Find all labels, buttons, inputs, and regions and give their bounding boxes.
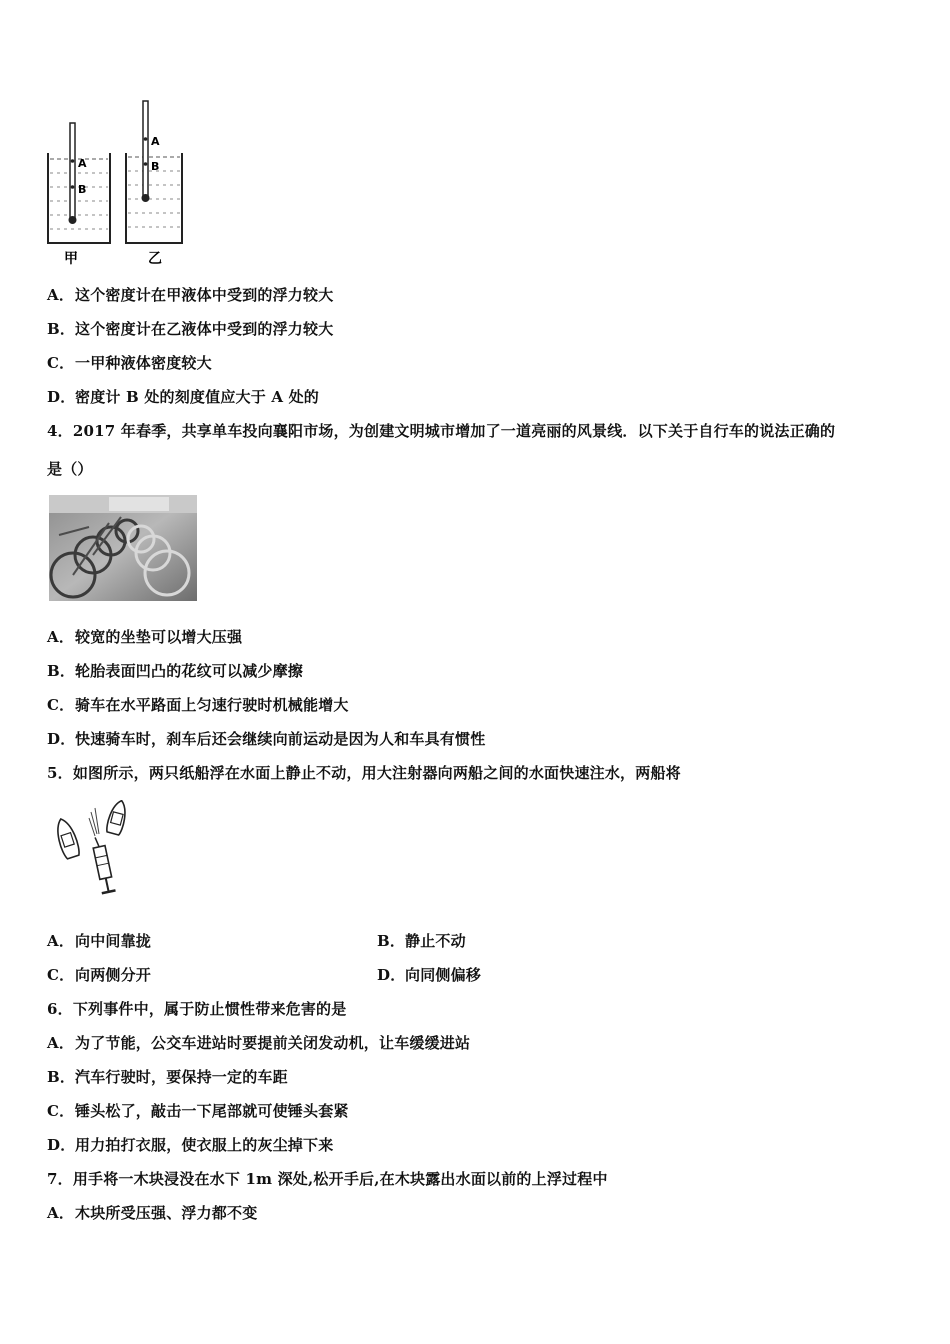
- option-text: 向中间靠拢: [75, 932, 152, 950]
- option-text: 一甲种液体密度较大: [75, 354, 212, 372]
- option-text: 静止不动: [405, 932, 466, 950]
- option-key: B．: [47, 320, 76, 338]
- option-text: 骑车在水平路面上匀速行驶时机械能增大: [75, 696, 349, 714]
- option-text: 快速骑车时，刹车后还会继续向前运动是因为人和车具有惯性: [75, 730, 486, 748]
- option-key: A．: [47, 286, 75, 304]
- option-text: 轮胎表面凹凸的花纹可以减少摩擦: [75, 662, 304, 680]
- q6-option-a: [47, 1033, 470, 1053]
- option-text: 锤头松了，敲击一下尾部就可使锤头套紧: [75, 1102, 349, 1120]
- option-key: D．: [47, 1136, 76, 1154]
- option-text: 这个密度计在甲液体中受到的浮力较大: [75, 286, 334, 304]
- q4-option-d: [47, 729, 485, 749]
- hydrometer-figure: [40, 95, 200, 270]
- q7-option-a: [47, 1203, 257, 1223]
- q5-option-a: [47, 931, 151, 951]
- option-key: A．: [47, 1204, 75, 1222]
- option-text: 汽车行驶时，要保持一定的车距: [75, 1068, 288, 1086]
- label-yi: 乙: [148, 251, 162, 267]
- boat-left: [53, 816, 82, 859]
- option-key: A．: [47, 628, 75, 646]
- mark-b-jia: B: [78, 183, 87, 196]
- option-text: 这个密度计在乙液体中受到的浮力较大: [75, 320, 334, 338]
- bicycle-photo: [49, 495, 197, 601]
- option-key: B．: [47, 1068, 76, 1086]
- option-key: D．: [47, 730, 76, 748]
- q3-option-a: [47, 285, 333, 305]
- option-key: B．: [47, 662, 76, 680]
- option-key: C．: [47, 354, 75, 372]
- q5-option-b: [377, 931, 466, 951]
- option-key: A．: [47, 932, 75, 950]
- option-key: C．: [47, 1102, 75, 1120]
- option-key: C．: [47, 966, 75, 984]
- boats-syringe-figure: [45, 800, 145, 900]
- q4-option-c: [47, 695, 349, 715]
- mark-a-jia: A: [78, 157, 87, 170]
- option-text: 密度计 B 处的刻度值应大于 A 处的: [75, 388, 320, 406]
- q6-option-b: [47, 1067, 288, 1087]
- option-text: 木块所受压强、浮力都不变: [75, 1204, 258, 1222]
- option-key: C．: [47, 696, 75, 714]
- option-key: B．: [377, 932, 406, 950]
- option-text: 向两侧分开: [75, 966, 152, 984]
- option-text: 较宽的坐垫可以增大压强: [75, 628, 243, 646]
- q6-stem: 6．下列事件中，属于防止惯性带来危害的是: [47, 1000, 347, 1018]
- q5-option-d: [377, 965, 481, 985]
- q4-option-a: [47, 627, 242, 647]
- label-jia: 甲: [64, 251, 78, 267]
- option-text: 向同侧偏移: [405, 966, 482, 984]
- option-key: D．: [47, 388, 76, 406]
- q3-option-d: [47, 387, 319, 407]
- q4-option-b: [47, 661, 303, 681]
- q6-option-d: [47, 1135, 333, 1155]
- boat-right: [105, 800, 129, 835]
- q3-option-b: [47, 319, 333, 339]
- q4-stem-line1: 4．2017 年春季，共享单车投向襄阳市场，为创建文明城市增加了一道亮丽的风景线．以下关于自行车的说法正确的: [47, 422, 836, 440]
- q6-option-c: [47, 1101, 349, 1121]
- syringe: [90, 836, 115, 894]
- q5-stem: 5．如图所示，两只纸船浮在水面上静止不动，用大注射器向两船之间的水面快速注水，两船将: [47, 764, 681, 782]
- mark-a-yi: A: [151, 135, 160, 148]
- option-text: 用力拍打衣服，使衣服上的灰尘掉下来: [75, 1136, 334, 1154]
- q7-stem: 7．用手将一木块浸没在水下 1m 深处,松开手后,在木块露出水面以前的上浮过程中: [47, 1170, 608, 1188]
- option-text: 为了节能，公交车进站时要提前关闭发动机，让车缓缓进站: [75, 1034, 471, 1052]
- q4-stem-line2: 是（）: [47, 460, 93, 478]
- mark-b-yi: B: [151, 160, 160, 173]
- q5-option-c: [47, 965, 151, 985]
- option-key: A．: [47, 1034, 75, 1052]
- q3-option-c: [47, 353, 212, 373]
- water-stream: [89, 808, 99, 836]
- option-key: D．: [377, 966, 406, 984]
